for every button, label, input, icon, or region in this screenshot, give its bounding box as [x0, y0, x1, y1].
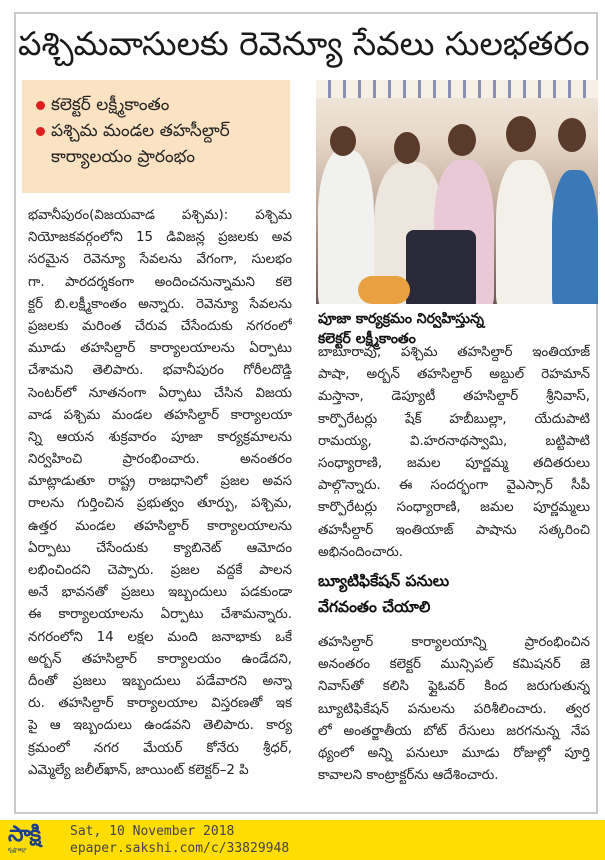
text-line: దీంతో ప్రజలు ఇబ్బందులు పడేవారని అన్నా	[28, 673, 292, 689]
article-body-right-column	[318, 342, 590, 564]
text-line: పాషా, అర్బన్ తహసిల్దార్ అబ్దుల్ రెహమాన్	[318, 367, 590, 383]
text-line: అభినందించారు.	[318, 544, 404, 560]
article-subheading	[318, 568, 590, 620]
text-line: కావాలని కాంట్రాక్టర్‌ను ఆదేశించారు.	[318, 768, 499, 784]
text-line: నగరంలోని 14 లక్షల మంది జనాభాకు ఒకే	[28, 629, 292, 645]
text-line: మస్తానా, డెప్యూటీ తహసిల్దార్ శ్రీనివాస్,	[318, 389, 590, 405]
text-line: రామయ్య, వి.హరనాథస్వామి, బట్టిపాటి	[318, 433, 590, 449]
photo-person-head	[330, 126, 356, 156]
article-photo	[316, 80, 598, 304]
text-line: రాలను గుర్తించిన ప్రభుత్వం తూర్పు, పశ్చిమ,	[28, 496, 292, 512]
text-line: కార్పొరేటర్లు సంధ్యారాణి, జమల పూర్ణమ్మలు	[318, 500, 590, 516]
highlight-item-continued: కార్యాలయం ప్రారంభం	[51, 147, 195, 167]
text-line: నియోజకవర్గంలోని 15 డివిజన్ల ప్రజలకు అవ	[28, 230, 292, 246]
text-line: ఉత్తర మండల తహసిల్దార్ కార్యాలయాలను	[28, 518, 292, 534]
text-line: చేశామని తెలిపారు. భవానీపురం గోరీలదొడ్డి	[28, 363, 292, 379]
text-line: నిర్వహించి ప్రారంభించారు. అనంతరం	[28, 452, 292, 468]
article-body-left-column	[28, 205, 292, 782]
tent-canopy	[316, 80, 598, 98]
caption-line: పూజా కార్యక్రమం నిర్వహిస్తున్న	[318, 311, 485, 327]
photo-person-head	[394, 132, 420, 164]
article-body-right-column-2	[318, 632, 590, 787]
text-line: సెంటర్‌లో నూతనంగా ఏర్పాటు చేసిన విజయ	[28, 385, 292, 401]
photo-person-head	[506, 116, 536, 152]
footer-bar	[0, 820, 605, 860]
epaper-link[interactable]: epaper.sakshi.com/c/33829948	[70, 841, 290, 856]
highlights-box	[22, 80, 290, 193]
highlight-text: పశ్చిమ మండల తహసీల్దార్	[51, 121, 230, 141]
text-line: న్ని ఆయన శుక్రవారం పూజా కార్యక్రమాలను	[28, 429, 292, 445]
photo-puja-items	[358, 276, 410, 304]
logo-mark: సాక్షి	[8, 822, 41, 847]
article-headline: పశ్చిమవాసులకు రెవెన్యూ సేవలు సులభతరం	[18, 24, 590, 63]
photo-person	[496, 160, 554, 304]
text-line: క్టర్ బి.లక్ష్మీకాంతం అన్నారు. రెవెన్యూ సేవలను	[28, 296, 292, 312]
highlight-item	[36, 92, 280, 118]
text-line: రు. తహసిల్దార్ కార్యాలయాల విస్తరణతో ఇక	[28, 696, 292, 712]
text-line: థ్యంలో అన్ని పనులూ మూడు రోజుల్లో పూర్తి	[318, 745, 590, 761]
text-line: బాబూరావు, పశ్చిమ తహసిల్దార్ ఇంతియాజ్	[318, 345, 590, 360]
text-line: ప్రజలకు మరింత చేరువ చేసేందుకు నగరంలో	[28, 318, 292, 334]
logo-edition: కృష్ణాజిల్లా	[8, 847, 27, 853]
text-line: అనంతరం కలెక్టర్ మున్సిపల్ కమిషనర్ జె	[318, 657, 590, 673]
text-line: కార్పొరేటర్లు షేక్ హబీబుల్లా, యేదుపాటి	[318, 411, 590, 427]
footer-info	[70, 823, 289, 857]
text-line: తహసిల్దార్ కార్యాలయాన్ని ప్రారంభించిన	[318, 635, 590, 650]
caption-line: కలెక్టర్ లక్ష్మీకాంతం	[318, 331, 416, 347]
text-line: సరమైన రెవెన్యూ సేవలను వేగంగా, సులభం	[28, 252, 292, 268]
text-line: గా. పారదర్శకంగా అందించనున్నామని కలె	[28, 274, 292, 290]
text-line: మాట్లాడుతూ రాష్ట్ర రాజధానిలో ప్రజల అవస	[28, 474, 292, 490]
sakshi-logo	[8, 823, 64, 857]
text-line: నివాస్‌తో కలిసి ఫ్లైఓవర్ కింద జరుగుతున్న	[318, 679, 590, 695]
subheading-line: వేగవంతం చేయాలి	[318, 598, 431, 616]
text-line: మూడు తహసిల్దార్ కార్యాలయాలను ఏర్పాటు	[28, 341, 292, 357]
text-line: భవానీపురం(విజయవాడ పశ్చిమ): పశ్చిమ	[28, 208, 292, 223]
text-line: ఏర్పాటు చేసేందుకు క్యాబినెట్ ఆమోదం	[28, 540, 292, 556]
highlight-text: కలెక్టర్ లక్ష్మీకాంతం	[51, 95, 170, 115]
text-line: సంధ్యారాణి, జమల పూర్ణమ్మ తదితరులు	[318, 455, 590, 471]
text-line: బ్యూటిఫికేషన్ పనులను పరిశీలించారు. త్వర	[318, 701, 590, 717]
photo-person-head	[448, 124, 476, 156]
bullet-icon	[36, 101, 45, 110]
text-line: లభించిందని చెప్పారు. ప్రజల వద్దకే పాలన	[28, 563, 292, 578]
photo-person	[552, 170, 598, 304]
text-line: పై ఆ ఇబ్బందులు ఉండవని తెలిపారు. కార్య	[28, 718, 292, 734]
text-line: అనే భావనతో ప్రజలు ఇబ్బందులు పడకుండా	[28, 585, 292, 601]
photo-puja-table	[406, 230, 476, 304]
photo-person-head	[558, 118, 586, 152]
text-line: అర్బన్ తహసిల్దార్ కార్యాలయం ఉండేదని,	[28, 651, 292, 667]
publication-date: Sat, 10 November 2018	[70, 824, 235, 839]
text-line: పాల్గొన్నారు. ఈ సందర్భంగా వైఎస్సార్ సీపీ	[318, 478, 590, 494]
text-line: ఈ కార్యాలయాలను ఏర్పాటు చేశామన్నారు.	[28, 607, 292, 623]
highlight-item	[36, 118, 280, 144]
text-line: వాడ పశ్చిమ మండల తహసిల్దార్ కార్యాలయా	[28, 407, 292, 423]
text-line: ఎమ్మెల్యే జలీల్‌ఖాన్, జాయింట్ కలెక్టర్–2 పి	[28, 762, 249, 778]
text-line: లో అంతర్జాతీయ బోట్ రేసులు జరగనున్న నేప	[318, 723, 590, 739]
text-line: తహసీల్దార్ ఇంతియాజ్ పాషాను సత్కరించి	[318, 522, 590, 538]
text-line: క్రమంలో నగర మేయర్ కోనేరు శ్రీధర్,	[28, 740, 292, 756]
subheading-line: బ్యూటిఫికేషన్ పనులు	[318, 572, 450, 590]
bullet-icon	[36, 127, 45, 136]
